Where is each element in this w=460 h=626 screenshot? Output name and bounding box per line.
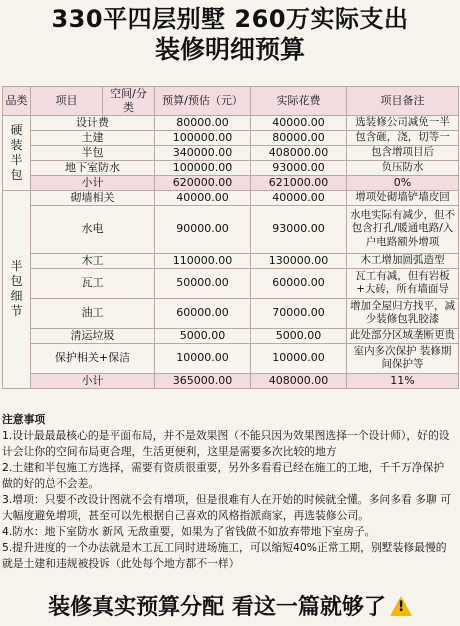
cell-item: 半包 [31, 145, 155, 160]
subtotal-label: 小计 [31, 175, 155, 190]
cell-item: 砌墙相关 [31, 190, 155, 205]
warning-icon [390, 596, 412, 616]
cell-item: 木工 [31, 253, 155, 268]
cell-item: 设计费 [31, 115, 155, 130]
footer-banner [0, 590, 460, 621]
cell-note: 瓦工有减，但有岩板+大砖，所有墙面导 [347, 268, 459, 298]
title-line-1: 330平四层别墅 260万实际支出 [51, 5, 409, 33]
cell-actual: 60000.00 [251, 268, 347, 298]
cell-actual: 80000.00 [251, 130, 347, 145]
cell-actual: 93000.00 [251, 205, 347, 253]
cell-actual: 5000.00 [251, 328, 347, 343]
table-row [3, 115, 459, 130]
subtotal-actual: 408000.00 [251, 373, 347, 388]
cell-item: 地下室防水 [31, 160, 155, 175]
cell-note: 木工增加圆弧造型 [347, 253, 459, 268]
header-actual: 实际花费 [251, 87, 347, 116]
table-row [3, 268, 459, 298]
cell-note: 选装修公司减免一半 [347, 115, 459, 130]
cell-actual: 40000.00 [251, 115, 347, 130]
cell-note: 增加全屋归方找平，减少装修包乳胶漆 [347, 298, 459, 328]
cell-budget: 110000.00 [155, 253, 251, 268]
cell-item: 清运垃圾 [31, 328, 155, 343]
note-item: 5.提升进度的一个办法就是木工瓦工同时进场施工，可以缩短40%正常工期，别墅装修最慢的就是土建和违规被投诉（此处每个地方都不一样） [2, 540, 447, 570]
notes-section [2, 412, 454, 572]
note-item: 4.防水：地下室防水 新风 无敌重要，如果为了省钱做不如放弃带地下室房子。 [2, 524, 376, 538]
cell-note: 包含增项目后 [347, 145, 459, 160]
cell-note: 负压防水 [347, 160, 459, 175]
cell-budget: 5000.00 [155, 328, 251, 343]
note-item: 2.土建和半包施工方选择，需要有资质很重要，另外多看看已经在施工的工地，千千万净保护做的好的总不会差。 [2, 460, 445, 490]
table-row [3, 205, 459, 253]
table-row [3, 160, 459, 175]
subtotal-row [3, 373, 459, 388]
cell-note: 水电实际有减少，但不包含打孔/暖通电路/入户电路额外增项 [347, 205, 459, 253]
table-row [3, 145, 459, 160]
header-budget: 预算/预估（元） [155, 87, 251, 116]
subtotal-note: 0% [347, 175, 459, 190]
table-row [3, 328, 459, 343]
subtotal-budget: 365000.00 [155, 373, 251, 388]
note-item: 1.设计最最最核心的是平面布局，并不是效果图（不能只因为效果图选择一个设计师），好的设计会让你的空间布局更合理，生活更便利，这里是需要多次比较的地方 [2, 428, 450, 458]
notes-title: 注意事项 [2, 413, 46, 426]
cell-actual: 93000.00 [251, 160, 347, 175]
cell-actual: 40000.00 [251, 190, 347, 205]
table-row [3, 130, 459, 145]
cell-item: 保护相关+保洁 [31, 343, 155, 373]
cell-budget: 80000.00 [155, 115, 251, 130]
cell-budget: 50000.00 [155, 268, 251, 298]
budget-table [2, 86, 459, 389]
cell-note: 室内多次保护 装修期间保护等 [347, 343, 459, 373]
table-row [3, 190, 459, 205]
cell-actual: 10000.00 [251, 343, 347, 373]
cell-budget: 10000.00 [155, 343, 251, 373]
cell-note: 此处部分区域垄断更贵 [347, 328, 459, 343]
cell-item: 瓦工 [31, 268, 155, 298]
subtotal-actual: 621000.00 [251, 175, 347, 190]
cell-item: 油工 [31, 298, 155, 328]
page-title [0, 0, 460, 64]
cell-actual: 408000.00 [251, 145, 347, 160]
cell-budget: 60000.00 [155, 298, 251, 328]
cell-budget: 100000.00 [155, 160, 251, 175]
cell-item: 水电 [31, 205, 155, 253]
section-label: 硬装半包 [3, 115, 31, 190]
cell-budget: 100000.00 [155, 130, 251, 145]
cell-budget: 340000.00 [155, 145, 251, 160]
cell-note: 包含砸，浇，切等一 [347, 130, 459, 145]
cell-note: 增项处砌墙铲墙皮回 [347, 190, 459, 205]
subtotal-note: 11% [347, 373, 459, 388]
subtotal-label: 小计 [31, 373, 155, 388]
cell-budget: 40000.00 [155, 190, 251, 205]
header-space: 空间/分类 [103, 87, 155, 116]
section-label: 半包细节 [3, 190, 31, 388]
header-note: 项目备注 [347, 87, 459, 116]
cell-actual: 130000.00 [251, 253, 347, 268]
subtotal-budget: 620000.00 [155, 175, 251, 190]
subtotal-row [3, 175, 459, 190]
header-category: 品类 [3, 87, 31, 116]
table-row [3, 343, 459, 373]
title-line-2: 装修明细预算 [154, 34, 305, 64]
table-row [3, 253, 459, 268]
footer-text: 装修真实预算分配 看这一篇就够了 [48, 595, 386, 620]
cell-budget: 90000.00 [155, 205, 251, 253]
table-header-row [3, 87, 459, 116]
cell-item: 土建 [31, 130, 155, 145]
note-item: 3.增项：只要不改设计图就不会有增项，但是很难有人在开始的时候就全懂。多问多看 多聊 可大幅度避免增项，甚至可以先根据自己喜欢的风格指派商家，再选装修公司。 [2, 492, 452, 522]
header-item: 项目 [31, 87, 103, 116]
table-row [3, 298, 459, 328]
cell-actual: 70000.00 [251, 298, 347, 328]
